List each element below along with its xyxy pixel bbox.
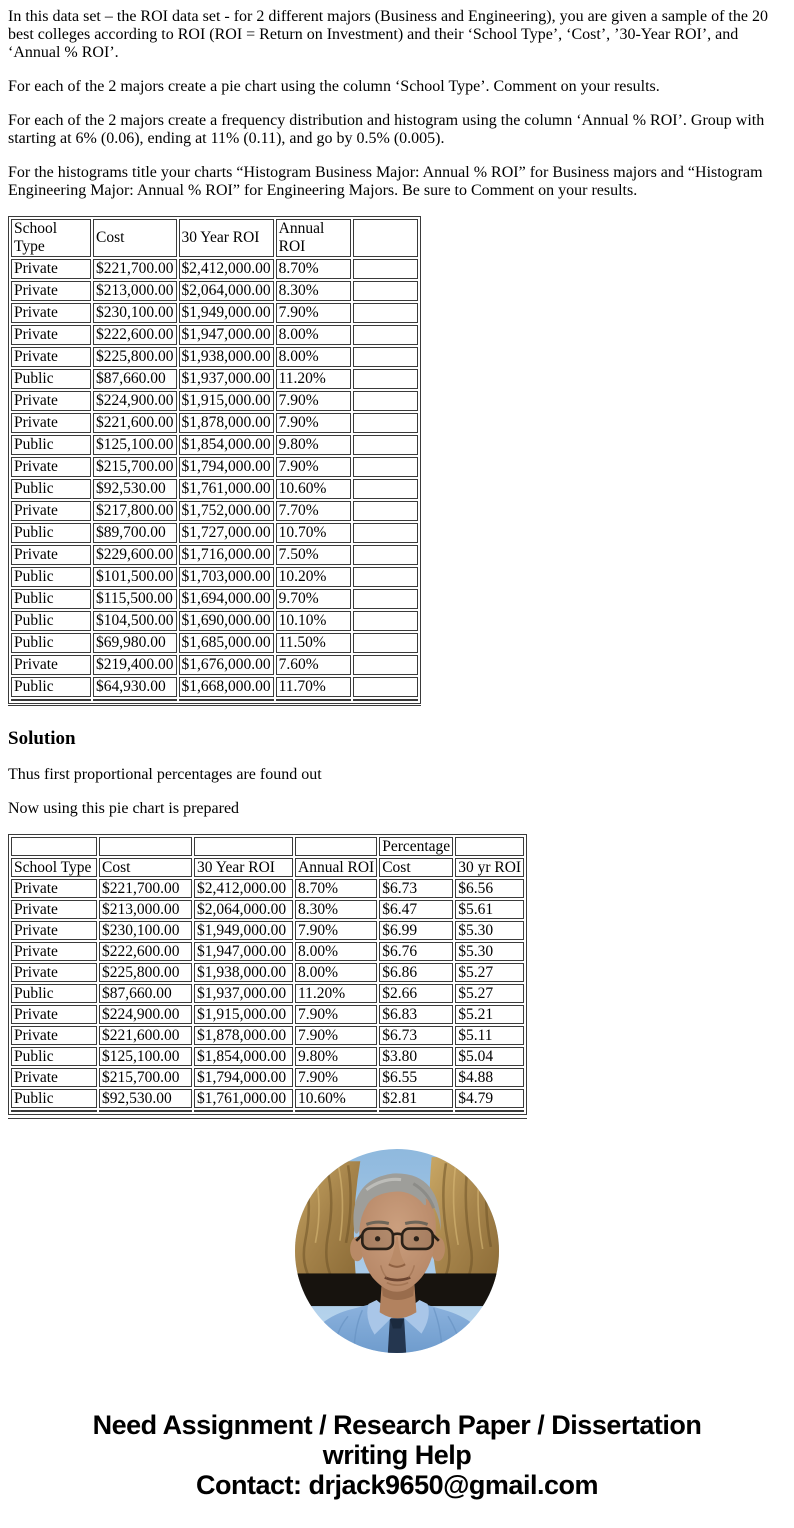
- table-cell: $221,600.00: [93, 413, 177, 433]
- table-cell: $1,947,000.00: [179, 325, 274, 345]
- table-cell: [99, 1110, 192, 1112]
- table-cell: Private: [11, 457, 91, 477]
- table-row: [11, 655, 418, 675]
- table-cell: $87,660.00: [99, 984, 192, 1003]
- intro-paragraph-1: In this data set – the ROI data set - for 2 different majors (Business and Engineering), you are given a sample of the 20 best colleges according to ROI (ROI = Return on Investment) and their ‘School Type’, ‘Cost’, ’30-Year ROI’, and ‘Annual % ROI’.: [8, 8, 768, 61]
- table-cell: Public: [11, 611, 91, 631]
- table-row: [11, 281, 418, 301]
- table-cell: $1,878,000.00: [179, 413, 274, 433]
- table-cell: $87,660.00: [93, 369, 177, 389]
- table-header-cell: Cost: [379, 858, 453, 877]
- table-cell: [276, 699, 351, 701]
- table-header-cell: Annual ROI: [295, 858, 377, 877]
- table-cell: $1,727,000.00: [179, 523, 274, 543]
- table-row: [11, 1005, 524, 1024]
- table-header-cell: School Type: [11, 219, 91, 257]
- table-cell: [353, 347, 418, 367]
- table-cell: $222,600.00: [99, 942, 192, 961]
- table-row: [11, 325, 418, 345]
- table-row: [11, 611, 418, 631]
- table-cell: [353, 699, 418, 701]
- table-cell: $5.21: [455, 1005, 524, 1024]
- table-cell: 9.70%: [276, 589, 351, 609]
- table-cell: $225,800.00: [93, 347, 177, 367]
- table-cell: $1,676,000.00: [179, 655, 274, 675]
- table-cell: $4.79: [455, 1089, 524, 1108]
- table-cell: Private: [11, 963, 97, 982]
- table-header-cell: [353, 219, 418, 257]
- table-cell: 10.60%: [295, 1089, 377, 1108]
- table-cell: $6.76: [379, 942, 453, 961]
- table-header-cell: Cost: [93, 219, 177, 257]
- table-cell: Private: [11, 1005, 97, 1024]
- table-cell: Private: [11, 413, 91, 433]
- table-cell: $64,930.00: [93, 677, 177, 697]
- percentage-table: [8, 834, 527, 1115]
- table-cell: $1,937,000.00: [179, 369, 274, 389]
- table-cell: Private: [11, 1068, 97, 1087]
- table-cell: $6.56: [455, 879, 524, 898]
- table-row: [11, 523, 418, 543]
- table-cell: [353, 457, 418, 477]
- footer-line-1: Need Assignment / Research Paper / Dissertation: [92, 1410, 702, 1440]
- table-cell: [353, 501, 418, 521]
- table-cell: 7.90%: [276, 391, 351, 411]
- table-row: [11, 1026, 524, 1045]
- table-cell: $1,703,000.00: [179, 567, 274, 587]
- table-cell: Public: [11, 479, 91, 499]
- table-cell: $1,685,000.00: [179, 633, 274, 653]
- table-header-cell: [99, 837, 192, 856]
- intro-paragraph-4: For the histograms title your charts “Histogram Business Major: Annual % ROI” for Business majors and “Histogram Engineering Major: Annual % ROI” for Engineering Majors. Be sure to Comment on your results.: [8, 164, 763, 199]
- table-cell: $230,100.00: [93, 303, 177, 323]
- footer-line-2: writing Help: [322, 1440, 472, 1470]
- table-cell: [353, 655, 418, 675]
- table-cell: Public: [11, 369, 91, 389]
- table-cell: Private: [11, 1026, 97, 1045]
- solution-paragraph-2: Now using this pie chart is prepared: [8, 800, 240, 817]
- table-cell: $92,530.00: [99, 1089, 192, 1108]
- table-header-cell: [295, 837, 377, 856]
- table-row: [11, 413, 418, 433]
- table-cell: $5.30: [455, 921, 524, 940]
- table-cell: $1,690,000.00: [179, 611, 274, 631]
- table-cell: $3.80: [379, 1047, 453, 1066]
- solution-heading: Solution: [8, 728, 76, 749]
- table-cell: 7.90%: [295, 921, 377, 940]
- table-cell: 7.90%: [276, 303, 351, 323]
- table-cell: $217,800.00: [93, 501, 177, 521]
- table-cell: $6.55: [379, 1068, 453, 1087]
- table-cell: $125,100.00: [93, 435, 177, 455]
- table-row: [11, 699, 418, 701]
- table-cell: $222,600.00: [93, 325, 177, 345]
- table-cell: $89,700.00: [93, 523, 177, 543]
- table-cell: $230,100.00: [99, 921, 192, 940]
- table-row: [11, 963, 524, 982]
- table-cell: Public: [11, 1089, 97, 1108]
- table-cell: 7.60%: [276, 655, 351, 675]
- table-cell: $215,700.00: [93, 457, 177, 477]
- table-header-cell: Percentage: [379, 837, 453, 856]
- solution-paragraph-1: Thus first proportional percentages are found out: [8, 766, 322, 783]
- table-header-row: [11, 219, 418, 257]
- table-row: [11, 879, 524, 898]
- table-row: [11, 900, 524, 919]
- table-header-cell: 30 Year ROI: [194, 858, 293, 877]
- percentage-table-body: [11, 837, 524, 877]
- table-cell: Public: [11, 523, 91, 543]
- roi-data-table-container: [8, 216, 421, 706]
- table-cell: [455, 1110, 524, 1112]
- table-cell: $5.61: [455, 900, 524, 919]
- table-row: [11, 921, 524, 940]
- table-row: [11, 303, 418, 323]
- table-cell: 7.50%: [276, 545, 351, 565]
- table-cell: [194, 1110, 293, 1112]
- table-cell: Private: [11, 921, 97, 940]
- footer-line-3: Contact: drjack9650@gmail.com: [196, 1470, 598, 1500]
- table-header-cell: School Type: [11, 858, 97, 877]
- table-cell: [353, 677, 418, 697]
- table-cell: 10.20%: [276, 567, 351, 587]
- table-cell: [11, 1110, 97, 1112]
- table-row: [11, 501, 418, 521]
- table-header-cell: [194, 837, 293, 856]
- table-cell: [11, 699, 91, 701]
- table-cell: 7.90%: [295, 1026, 377, 1045]
- table-header-cell: 30 yr ROI: [455, 858, 524, 877]
- table-row: [11, 435, 418, 455]
- table-cell: $6.99: [379, 921, 453, 940]
- roi-data-table-body: [11, 219, 418, 257]
- table-cell: $5.11: [455, 1026, 524, 1045]
- table-cell: 7.90%: [276, 457, 351, 477]
- table-cell: [353, 435, 418, 455]
- table-row: [11, 942, 524, 961]
- table-row: [11, 259, 418, 279]
- table-cell: $2,064,000.00: [179, 281, 274, 301]
- table-cell: $1,794,000.00: [179, 457, 274, 477]
- table-cell: 11.20%: [295, 984, 377, 1003]
- table-cell: $69,980.00: [93, 633, 177, 653]
- table-cell: [353, 369, 418, 389]
- table-cell: Private: [11, 347, 91, 367]
- footer-promo-text: [8, 1410, 786, 1500]
- table-cell: $101,500.00: [93, 567, 177, 587]
- table-cell: $115,500.00: [93, 589, 177, 609]
- table-cell: $2,412,000.00: [179, 259, 274, 279]
- table-header-cell: Cost: [99, 858, 192, 877]
- table-cell: $1,694,000.00: [179, 589, 274, 609]
- table-cell: 8.30%: [295, 900, 377, 919]
- table-header-cell: 30 Year ROI: [179, 219, 274, 257]
- table-cell: $213,000.00: [93, 281, 177, 301]
- table-cell: [353, 633, 418, 653]
- table-cell: $221,700.00: [93, 259, 177, 279]
- table-cell: 10.70%: [276, 523, 351, 543]
- table-cell: $221,600.00: [99, 1026, 192, 1045]
- table-cell: Private: [11, 391, 91, 411]
- table-row: [11, 567, 418, 587]
- table-cell: [379, 1110, 453, 1112]
- table-row: [11, 479, 418, 499]
- table-cell: Private: [11, 281, 91, 301]
- table-cell: 11.50%: [276, 633, 351, 653]
- table-cell: [353, 589, 418, 609]
- table-cell: $1,938,000.00: [194, 963, 293, 982]
- table-cell: Private: [11, 942, 97, 961]
- table-cell: $1,854,000.00: [179, 435, 274, 455]
- table-cell: $5.30: [455, 942, 524, 961]
- table-cell: $215,700.00: [99, 1068, 192, 1087]
- table-cell: Public: [11, 1047, 97, 1066]
- table-cell: $6.83: [379, 1005, 453, 1024]
- table-row: [11, 545, 418, 565]
- table-cell: $2,064,000.00: [194, 900, 293, 919]
- table-header-cell: [455, 837, 524, 856]
- table-cell: $2.66: [379, 984, 453, 1003]
- table-cell: [353, 479, 418, 499]
- table-cell: Private: [11, 501, 91, 521]
- table-cell: [353, 303, 418, 323]
- table-row: [11, 457, 418, 477]
- table-cell: $5.04: [455, 1047, 524, 1066]
- table-cell: Public: [11, 633, 91, 653]
- table-cell: 11.70%: [276, 677, 351, 697]
- table-cell: $1,761,000.00: [194, 1089, 293, 1108]
- table-cell: $2.81: [379, 1089, 453, 1108]
- table-cell: 9.80%: [276, 435, 351, 455]
- table-cell: $1,668,000.00: [179, 677, 274, 697]
- table-cell: $213,000.00: [99, 900, 192, 919]
- table-group-header-row: [11, 837, 524, 856]
- table-cell: [353, 523, 418, 543]
- table-cell: $1,937,000.00: [194, 984, 293, 1003]
- table-cell: Private: [11, 879, 97, 898]
- table-cell: 8.00%: [295, 963, 377, 982]
- table-row: [11, 369, 418, 389]
- table-cell: 7.90%: [295, 1068, 377, 1087]
- table-cell: $6.86: [379, 963, 453, 982]
- table-cell: $1,878,000.00: [194, 1026, 293, 1045]
- table-cell: $2,412,000.00: [194, 879, 293, 898]
- table-cell: 8.70%: [276, 259, 351, 279]
- table-row: [11, 347, 418, 367]
- table-cell: $1,761,000.00: [179, 479, 274, 499]
- table-cell: Private: [11, 900, 97, 919]
- table-cell: [353, 391, 418, 411]
- table-cell: 8.00%: [276, 325, 351, 345]
- table-cell: $104,500.00: [93, 611, 177, 631]
- table-cell: Private: [11, 655, 91, 675]
- table-cell: [353, 413, 418, 433]
- intro-paragraph-3: For each of the 2 majors create a frequency distribution and histogram using the column ‘Annual % ROI’. Group with starting at 6% (0.06), ending at 11% (0.11), and go by 0.5% (0.005).: [8, 112, 765, 147]
- table-cell: $229,600.00: [93, 545, 177, 565]
- table-cell: $221,700.00: [99, 879, 192, 898]
- table-header-row: [11, 858, 524, 877]
- table-cell: $6.47: [379, 900, 453, 919]
- table-cell: $1,752,000.00: [179, 501, 274, 521]
- table-cell: [353, 281, 418, 301]
- table-cell: Public: [11, 984, 97, 1003]
- table-row: [11, 1089, 524, 1108]
- table-cell: Public: [11, 567, 91, 587]
- table-cell: $1,949,000.00: [194, 921, 293, 940]
- table-cell: $4.88: [455, 1068, 524, 1087]
- roi-data-table: [8, 216, 421, 704]
- table-row: [11, 984, 524, 1003]
- table-cell: [295, 1110, 377, 1112]
- table-row: [11, 677, 418, 697]
- table-cell: 8.00%: [295, 942, 377, 961]
- table-cell: [353, 259, 418, 279]
- table-header-cell: Annual ROI: [276, 219, 351, 257]
- table-cell: [353, 567, 418, 587]
- table-cell: $6.73: [379, 879, 453, 898]
- table-cell: $1,716,000.00: [179, 545, 274, 565]
- table-cell: 8.30%: [276, 281, 351, 301]
- table-cell: $125,100.00: [99, 1047, 192, 1066]
- portrait-photo: [295, 1149, 499, 1353]
- table-cell: $1,854,000.00: [194, 1047, 293, 1066]
- table-row: [11, 1110, 524, 1112]
- table-cell: $1,794,000.00: [194, 1068, 293, 1087]
- table-cell: $1,949,000.00: [179, 303, 274, 323]
- portrait-photo-container: [8, 1149, 786, 1358]
- table-cell: [353, 325, 418, 345]
- table-cell: 8.70%: [295, 879, 377, 898]
- table-cell: Private: [11, 545, 91, 565]
- percentage-table-container: [8, 834, 527, 1119]
- table-cell: 10.60%: [276, 479, 351, 499]
- intro-paragraph-2: For each of the 2 majors create a pie chart using the column ‘School Type’. Comment on your results.: [8, 78, 660, 95]
- table-cell: 9.80%: [295, 1047, 377, 1066]
- table-cell: [353, 611, 418, 631]
- table-cell: Public: [11, 677, 91, 697]
- table-cell: Private: [11, 303, 91, 323]
- table-cell: 7.90%: [276, 413, 351, 433]
- table-cell: Public: [11, 589, 91, 609]
- table-row: [11, 633, 418, 653]
- table-row: [11, 1047, 524, 1066]
- table-cell: [353, 545, 418, 565]
- table-cell: Private: [11, 325, 91, 345]
- table-cell: $6.73: [379, 1026, 453, 1045]
- table-cell: [93, 699, 177, 701]
- table-cell: $219,400.00: [93, 655, 177, 675]
- table-cell: $1,938,000.00: [179, 347, 274, 367]
- table-cell: 7.90%: [295, 1005, 377, 1024]
- table-cell: 10.10%: [276, 611, 351, 631]
- table-cell: $92,530.00: [93, 479, 177, 499]
- table-cell: $5.27: [455, 963, 524, 982]
- table-cell: $1,947,000.00: [194, 942, 293, 961]
- table-cell: 8.00%: [276, 347, 351, 367]
- table-cell: 7.70%: [276, 501, 351, 521]
- table-cell: Public: [11, 435, 91, 455]
- table-cell: $1,915,000.00: [194, 1005, 293, 1024]
- table-cell: $5.27: [455, 984, 524, 1003]
- table-cell: $225,800.00: [99, 963, 192, 982]
- table-cell: $224,900.00: [99, 1005, 192, 1024]
- table-header-cell: [11, 837, 97, 856]
- table-row: [11, 589, 418, 609]
- table-cell: 11.20%: [276, 369, 351, 389]
- table-cell: [179, 699, 274, 701]
- table-cell: $224,900.00: [93, 391, 177, 411]
- table-cell: Private: [11, 259, 91, 279]
- table-cell: $1,915,000.00: [179, 391, 274, 411]
- table-row: [11, 391, 418, 411]
- table-row: [11, 1068, 524, 1087]
